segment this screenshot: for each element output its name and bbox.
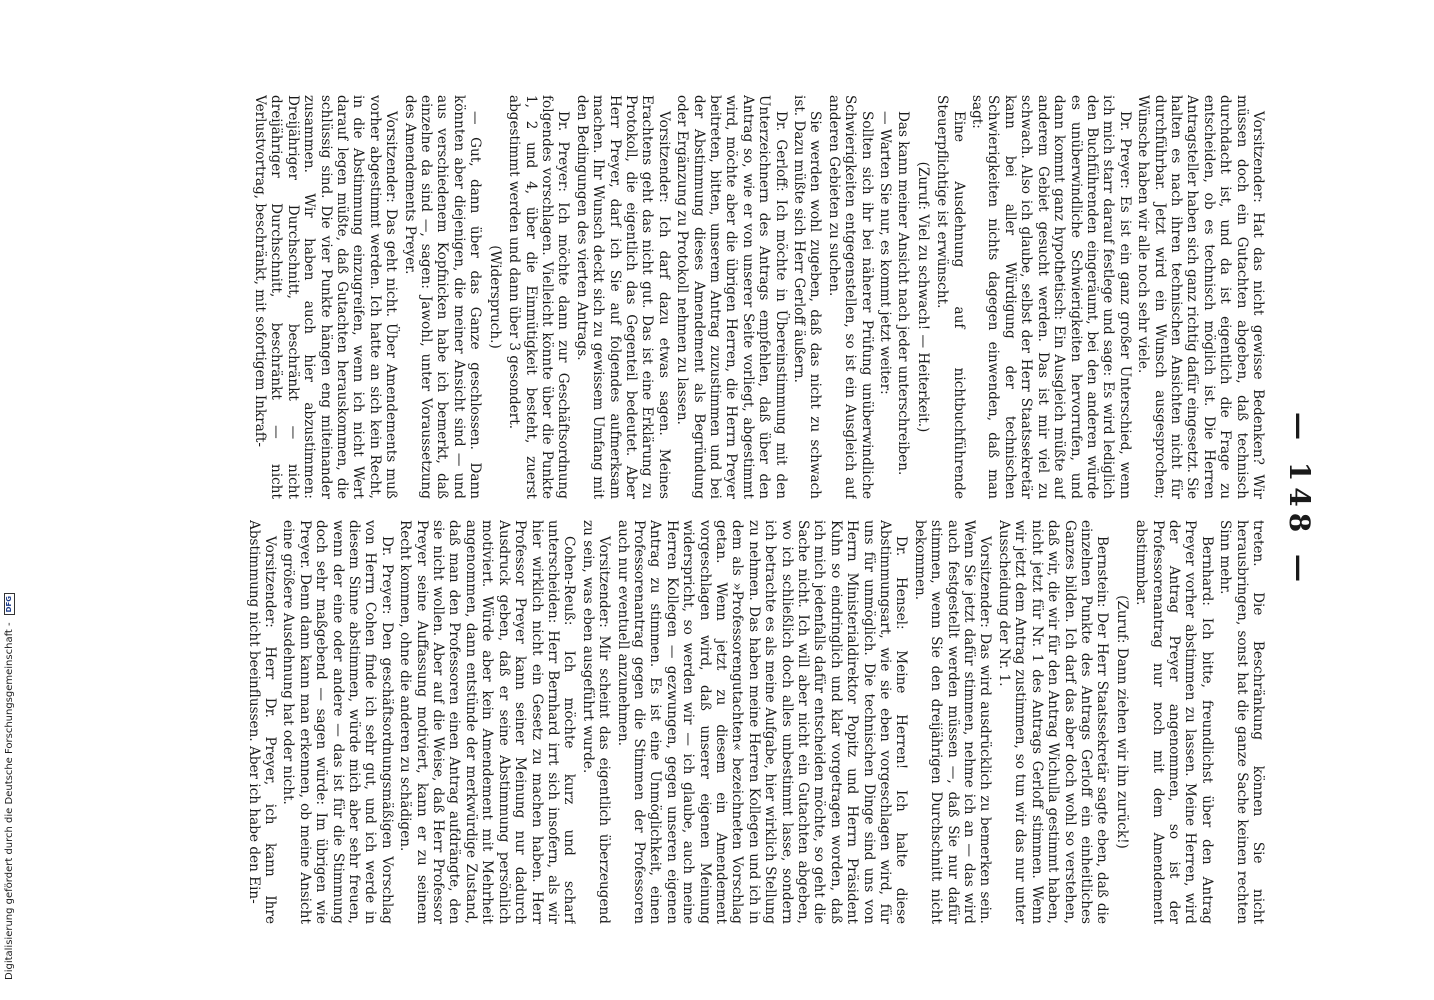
- paragraph: Vorsitzender: Das geht nicht. Über Amendements muß vorher abgestimmt werden. Ich hatte an sich kein Recht, in die Abstimmung einzugreifen, wenn ich nicht Wert darauf legen müßte, daß Gutachten herauskommen, die schlüssig sind. Die vier Punkte hängen eng miteinander zusammen. Wir haben auch hier abzustimmen: Dreijähriger Durchschnitt, beschränkt — nicht dreijähriger Durchschnitt, beschränkt — nicht Verlustvortrag, beschränkt, mit sofortigem Inkraft-: [252, 95, 400, 499]
- paragraph: Sollten sich ihr bei näherer Prüfung unüberwindliche Schwierigkeiten entgegenstellen, so ist ein Ausgleich auf anderen Gebieten zu suchen.: [825, 95, 875, 499]
- paragraph: Bernstein: Der Herr Staatssekretär sagte eben, daß die einzelnen Punkte des Antrags Gerloff ein einheitliches Ganzes bilden. Ich darf das aber doch wohl so verstehen, daß wir, die wir für den Antrag Wichulla gestimmt haben, nicht jetzt für Nr. 1 des Antrags Gerloff stimmen. Wenn wir jetzt dem Antrag zustimmen, so tun wir das nur unter Ausscheidung der Nr. 1.: [995, 520, 1111, 924]
- paragraph: Vorsitzender: Mir scheint das eigentlich überzeugend zu sein, was eben ausgeführt wurde.: [579, 520, 613, 924]
- paragraph: Vorsitzender: Das wird ausdrücklich zu bemerken sein. Wenn Sie jetzt dafür stimmen, nehme ich an — das wird auch festgestellt werden müssen —, daß Sie nur dafür stimmen, wenn Sie den dreijährigen Durchschnitt nicht bekommen.: [911, 520, 994, 924]
- paragraph: Cohen-Reuß: Ich möchte kurz und scharf unterscheiden: Herr Bernhard irrt sich insofern, als wir hier wirklich nicht ein Gesetz zu machen haben. Herr Professor Preyer kann seiner Meinung nur dadurch Ausdruck geben, daß er seine Abstimmung persönlich motiviert. Würde aber kein Amendement mit Mehrheit angenommen, dann entstünde der merkwürdige Zustand, daß man den Professoren einen Antrag aufdrängte, den sie nicht wollen. Aber auf die Weise, daß Herr Professor Preyer seine Auffassung motiviert, kann er zu seinem Recht kommen, ohne die anderen zu schädigen.: [397, 520, 578, 924]
- paragraph: treten. Die Beschränkung können Sie nicht herausbringen, sonst hat die ganze Sache keinen rechten Sinn mehr.: [1217, 520, 1266, 924]
- dfg-logo: DFG: [4, 593, 15, 615]
- paragraph: Dr. Preyer: Den geschäftsordnungsmäßigen Vorschlag von Herrn Cohen finde ich sehr gut, und ich werde in diesem Sinne abstimmen, würde mich aber sehr freuen, wenn der eine oder andere — das ist für die Stimmung doch sehr maßgebend — sagen würde: Im übrigen wie Preyer. Denn dann kann man erkennen, ob meine Ansicht eine größere Ausdehnung hat oder nicht.: [280, 520, 395, 924]
- interjection: (Zuruf: Dann ziehen wir ihn zurück!): [1113, 595, 1130, 849]
- paragraph: — Warten Sie nur, es kommt jetzt weiter:: [877, 111, 894, 395]
- interjection: (Widerspruch.): [486, 245, 503, 349]
- paragraph: Dr. Gerloff: Ich möchte in Übereinstimmung mit den Unterzeichnern des Antrags empfehlen, daß über den Antrag so, wie er von unserer Seite vorliegt, abgestimmt wird, möchte aber die übrigen Herren, die Herrn Preyer beitreten, bitten, unserem Antrag zuzustimmen und bei der Abstimmung dieses Amendement als Begründung oder Ergänzung zu Protokoll nehmen zu lassen.: [674, 95, 789, 499]
- paragraph: Dr. Hensel: Meine Herren! Ich halte diese Abstimmungsart, wie sie eben vorgeschlagen wird, für uns für unmöglich. Die technischen Dinge sind uns von Herrn Ministerialdirektor Popitz und Herrn Präsident Kuhn so eindringlich und klar vorgetragen worden, daß ich mich jedenfalls dafür entscheiden möchte, so geht die Sache nicht. Ich will aber nicht ein Gutachten abgeben, wo ich schließlich doch alles unbestimmt lasse, sondern ich betrachte es als meine Aufgabe, hier wirklich Stellung zu nehmen. Das haben meine Herren Kollegen und ich in dem als »Professorengutachten« bezeichneten Vorschlag getan. Wenn jetzt zu diesem ein Amendement vorgeschlagen wird, daß unserer eigenen Meinung widerspricht, so werden wir — ich glaube, auch meine Herren Kollegen — gezwungen, gegen unseren eigenen Antrag zu stimmen. Es ist eine Unmöglichkeit, einen Professorenantrag gegen die Stimmen der Professoren auch nur eventuell anzunehmen.: [614, 520, 910, 924]
- right-text-column: [86, 520, 1266, 924]
- paragraph: Dr. Preyer: Ich möchte dann zur Geschäftsordnung folgendes vorschlagen. Vielleicht könnte über die Punkte 1, 2 und 4, über die Einmütigkeit besteht, zuerst abgestimmt werden und dann über 3 gesondert.: [506, 95, 572, 499]
- paragraph: Vorsitzender: Ich darf dazu etwas sagen. Meines Erachtens geht das nicht gut. Das ist eine Erklärung zu Protokoll, die eigentlich das Gegenteil bedeutet. Aber Herr Preyer, darf ich Sie auf folgendes aufmerksam machen. Ihr Wunsch deckt sich zu gewissem Umfang mit den Bedingungen des vierten Antrags.: [573, 95, 672, 499]
- paragraph: Vorsitzender: Hat das nicht gewisse Bedenken? Wir müssen doch ein Gutachten abgeben, daß technisch durchdacht ist, und da ist eigentlich die Frage zu entscheiden, ob es technisch möglich ist. Die Herren Antragsteller haben sich ganz richtig dafür eingesetzt. Sie halten es nach ihren technischen Ansichten nicht für durchführbar. Jetzt wird ein Wunsch ausgesprochen; Wünsche haben wir alle noch sehr viele.: [1135, 95, 1266, 499]
- paragraph: Sie werden wohl zugeben, daß das nicht zu schwach ist. Dazu müßte sich Herr Gerloff äußern.: [791, 95, 824, 499]
- paragraph: Das kann meiner Ansicht nach jeder unterschreiben.: [895, 111, 912, 476]
- paragraph: Eine Ausdehnung auf nichtbuchführende Steuerpflichtige ist erwünscht.: [934, 95, 967, 499]
- page-number: — 148 —: [1283, 412, 1316, 588]
- paragraph: Dr. Preyer: Es ist ein ganz großer Unterschied, wenn ich mich starr darauf festlege und sage: Es wird lediglich den Buchführenden eingeräumt, bei den anderen würde es unüberwindliche Schwierigkeiten hervorrufen, und dann kommt ganz hypothetisch: Ein Ausgleich müßte auf anderem Gebiet gesucht werden. Das ist mir viel zu schwach. Also ich glaube, selbst der Herr Staatssekretär kann bei aller Würdigung der technischen Schwierigkeiten nichts dagegen einwenden, daß man sagt:: [969, 95, 1133, 499]
- left-text-column: [86, 95, 1266, 499]
- digitization-credit: Digitalisierung gefördert durch die Deutsche Forschungsgemeinschaft - DFG: [0, 0, 20, 1000]
- credit-text: Digitalisierung gefördert durch die Deutsche Forschungsgemeinschaft: [4, 629, 15, 980]
- paragraph: Vorsitzender: Herr Dr. Preyer, ich kann Ihre Abstimmung nicht beeinflussen. Aber ich habe den Ein-: [245, 520, 279, 924]
- paragraph: — Gut, dann über das Ganze geschlossen. Dann könnten aber diejenigen, die meiner Ansicht sind — und aus verschiedenem Kopfnicken habe ich bemerkt, daß einzelne da sind —, sagen: Jawohl, unter Voraussetzung des Amendements Preyer.: [401, 95, 484, 499]
- paragraph: Bernhard: Ich bitte, freundlichst über den Antrag Preyer vorher abstimmen zu lassen. Meine Herren, wird der Antrag Preyer angenommen, so ist der Professorenantrag nur noch mit dem Amendement abstimmbar.: [1133, 520, 1215, 924]
- interjection: (Zuruf: Viel zu schwach! — Heiterkeit.): [914, 161, 931, 433]
